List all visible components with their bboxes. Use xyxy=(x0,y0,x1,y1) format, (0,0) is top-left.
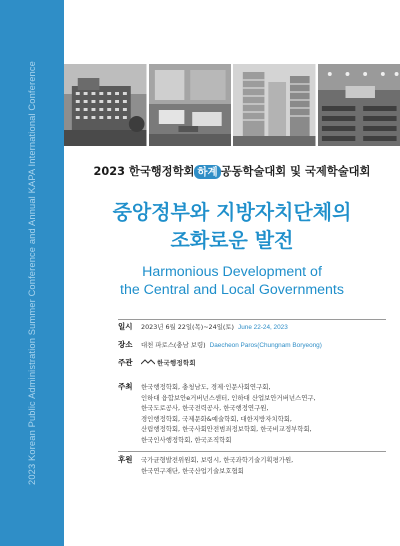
venue-row xyxy=(118,340,392,352)
organizers-line: 경인행정학회, 국제문화&예술학회, 대한지방자치학회, xyxy=(141,414,292,423)
english-title xyxy=(64,263,400,299)
summer-pill-badge: 하계 xyxy=(194,165,220,179)
hotel-exterior-photo xyxy=(64,64,147,146)
organizers-line: 한국도로공사, 한국전력공사, 한국행정연구원, xyxy=(141,404,269,413)
lobby-lounge-photo xyxy=(149,64,232,146)
organizers-line: 한국행정학회, 충청남도, 경제·인문사회연구회, xyxy=(141,383,271,391)
sponsors-line: 국가균형발전위원회, 보령시, 한국과학기술기획평가원, xyxy=(141,456,294,464)
date-row xyxy=(118,322,392,334)
host-label: 주관 xyxy=(118,358,133,367)
apartment-towers-photo xyxy=(233,64,316,146)
conference-suffix: 공동학술대회 및 국제학술대회 xyxy=(220,165,371,178)
organizers-list xyxy=(141,382,316,446)
organizers-line: 한국인사행정학회, 한국조직학회 xyxy=(141,435,232,444)
photo-strip xyxy=(64,64,400,146)
sponsors-label: 후원 xyxy=(118,455,133,464)
kapa-logo-icon xyxy=(141,359,155,365)
organizers-row xyxy=(118,382,392,446)
conference-hall-photo xyxy=(318,64,400,146)
venue-value-en: Daecheon Paros(Chungnam Boryeong) xyxy=(209,342,322,349)
korean-title xyxy=(64,198,400,254)
date-value-en: June 22-24, 2023 xyxy=(238,324,288,331)
sponsors-list xyxy=(141,455,293,476)
top-divider xyxy=(118,319,386,320)
korean-title-line1: 중앙정부와 지방자치단체의 xyxy=(112,200,352,224)
english-title-line1: Harmonious Development of xyxy=(142,264,322,280)
host-row xyxy=(118,358,392,369)
organizers-line: 인하대 융합보안e거버넌스센터, 인하대 산업보안거버넌스연구, xyxy=(141,393,316,402)
conference-prefix: 2023 한국행정학회 xyxy=(93,165,195,178)
sponsors-line: 한국연구재단, 한국산업기술보호협회 xyxy=(141,466,244,475)
bottom-divider xyxy=(118,451,386,452)
korean-title-line2: 조화로운 발전 xyxy=(170,228,294,252)
date-label: 일시 xyxy=(118,322,133,331)
left-sidebar-band xyxy=(0,0,64,546)
host-value: 한국행정학회 xyxy=(157,359,196,367)
venue-label: 장소 xyxy=(118,340,133,349)
conference-english-vertical-title: 2023 Korean Public Administration Summer Conference and Annual KAPA International Conference xyxy=(27,61,37,485)
conference-heading xyxy=(64,163,400,179)
english-title-line2: the Central and Local Governments xyxy=(120,282,344,298)
date-value: 2023년 6월 22일(목)~24일(토) xyxy=(141,323,235,331)
organizers-line: 산림행정학회, 한국사회안전범죄정보학회, 한국비교정부학회, xyxy=(141,425,312,434)
organizers-label: 주최 xyxy=(118,382,133,391)
venue-value: 대천 파로스(충남 보령) xyxy=(141,341,206,349)
sponsors-row xyxy=(118,455,392,476)
